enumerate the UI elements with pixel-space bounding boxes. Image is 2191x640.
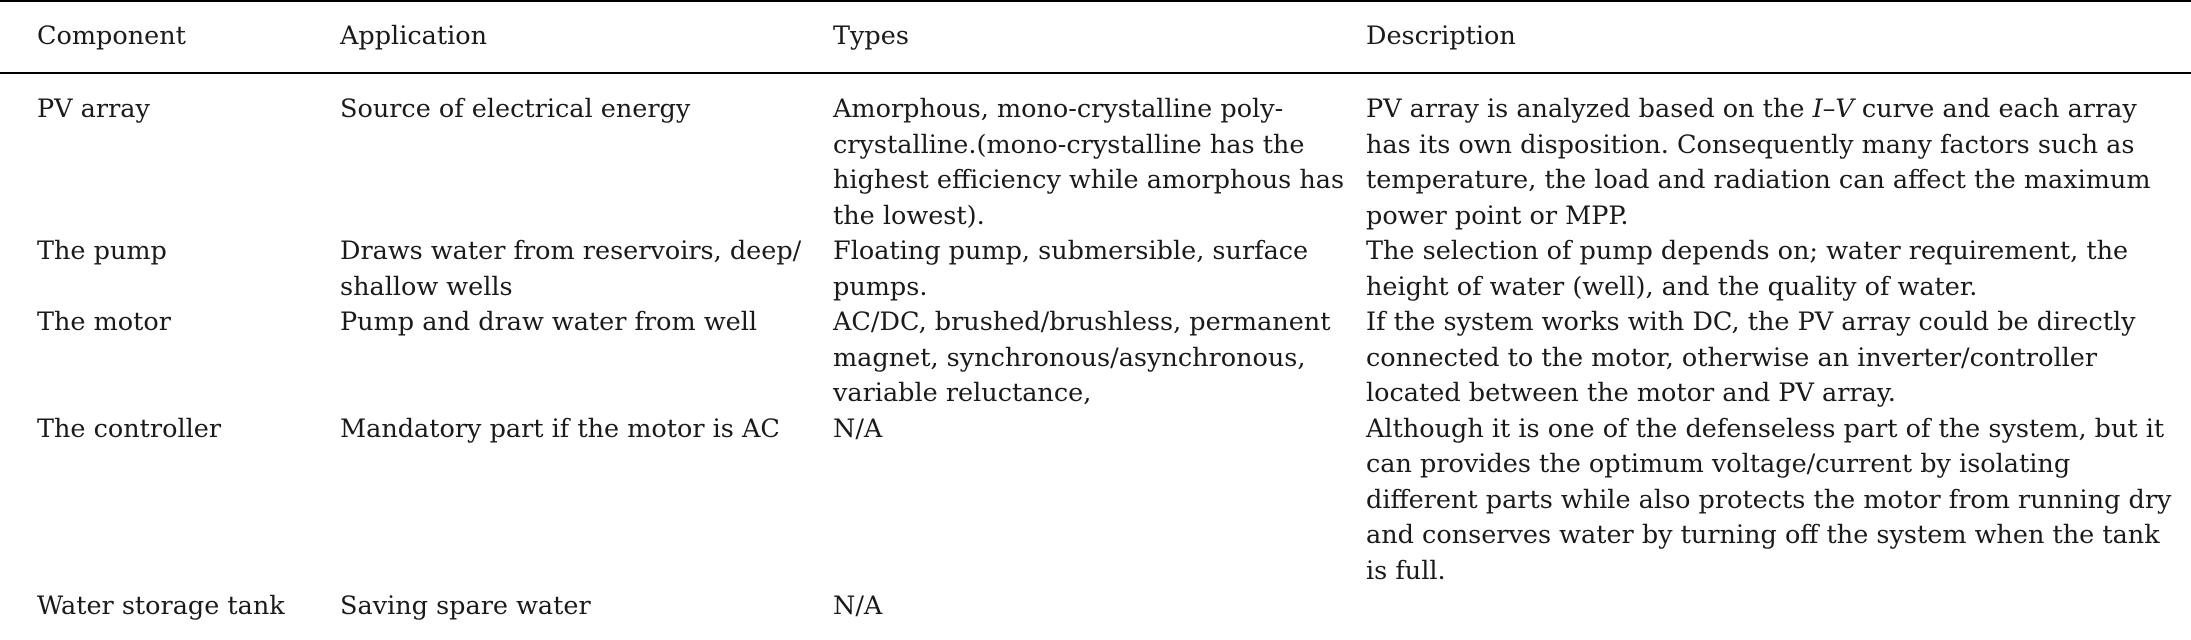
- header-types: Types: [833, 1, 1366, 73]
- cell-component: The motor: [37, 307, 171, 337]
- header-component: Component: [0, 1, 340, 73]
- iv-curve-italic: I–V: [1812, 94, 1854, 124]
- cell-component: The pump: [37, 236, 167, 266]
- header-description: Description: [1366, 1, 2191, 73]
- description-text-start: PV array is analyzed based on the: [1366, 94, 1813, 124]
- description-text-end: curve and each array has its own disposition. Consequently many factors such as temperature, the load and radiation can affect the maximum power point or MPP.: [1366, 94, 2151, 231]
- cell-application: Pump and draw water from well: [340, 307, 758, 337]
- cell-application: Draws water from reservoirs, deep/ shallow wells: [340, 236, 802, 302]
- cell-description: The selection of pump depends on; water requirement, the height of water (well), and the quality of water.: [1366, 236, 2129, 302]
- header-application: Application: [340, 1, 833, 73]
- table-row: [0, 73, 2191, 234]
- cell-types: AC/DC, brushed/brushless, permanent magnet, synchronous/asynchronous, variable reluctance,: [833, 307, 1331, 408]
- cell-component: The controller: [37, 413, 222, 444]
- cell-application: Source of electrical energy: [340, 94, 691, 124]
- cell-description: Although it is one of the defenseless part of the system, but it can provides the optimum voltage/current by isolating different parts while also protects the motor from running dry and conserves water by turning off the system when the tank is full.: [1366, 413, 2172, 586]
- cell-component: PV array: [37, 94, 150, 124]
- cell-application: Saving spare water: [340, 591, 591, 621]
- table-row: [0, 234, 2191, 305]
- table-row: [0, 412, 2191, 590]
- table-body: [0, 73, 2191, 625]
- cell-types: Amorphous, mono-crystalline poly-crystalline.(mono-crystalline has the highest efficiency while amorphous has the lowest).: [833, 94, 1345, 231]
- cell-description: [1366, 589, 2191, 625]
- cell-description: If the system works with DC, the PV array could be directly connected to the motor, otherwise an inverter/controller located between the motor and PV array.: [1366, 307, 2136, 408]
- cell-application: Mandatory part if the motor is AC: [340, 413, 780, 444]
- cell-types: N/A: [833, 591, 883, 621]
- table-header: [0, 1, 2191, 73]
- cell-types: Floating pump, submersible, surface pumps.: [833, 236, 1309, 302]
- cell-types: N/A: [833, 413, 883, 444]
- table-row: [0, 589, 2191, 625]
- cell-component: Water storage tank: [37, 591, 285, 621]
- cell-description: [1366, 73, 2191, 234]
- header-row: [0, 1, 2191, 73]
- table-row: [0, 305, 2191, 412]
